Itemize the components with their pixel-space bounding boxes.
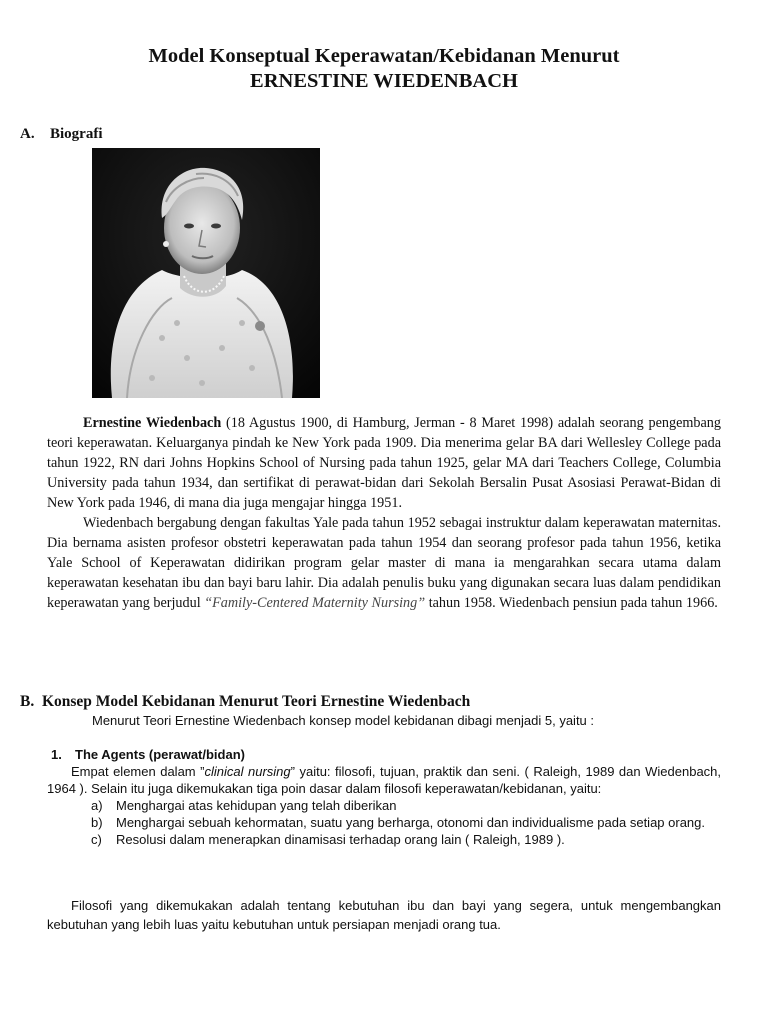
section-a-heading: [20, 126, 103, 143]
title-line-1: Model Konseptual Keperawatan/Kebidanan Menurut: [148, 45, 620, 67]
document-title: [0, 44, 768, 94]
agents-text-end: ” yaitu: filosofi, tujuan, praktik dan seni. ( Raleigh, 1989 dan Wiedenbach, 1964 ). Selain itu juga dikemukakan tiga poin dasar dalam filosofi keperawatan/kebidanan, yaitu:: [47, 764, 722, 796]
biography-paragraph-1: [47, 413, 721, 513]
subsection-1-heading: [51, 746, 721, 763]
section-b-number: B.: [20, 693, 35, 710]
book-title: “Family-Centered Maternity Nursing”: [204, 595, 426, 611]
list-item: [47, 797, 721, 814]
agents-text-start: Empat elemen dalam ”: [71, 764, 205, 779]
section-a-title: Biografi: [50, 126, 103, 142]
list-marker: c): [91, 832, 102, 847]
list-item-text: Menghargai atas kehidupan yang telah diberikan: [116, 798, 397, 813]
list-marker: b): [91, 815, 103, 830]
portrait-image: [92, 148, 320, 398]
list-item-text: Menghargai sebuah kehormatan, suatu yang berharga, otonomi dan individualisme pada setiap orang.: [116, 815, 705, 830]
biography-paragraph-2-end: tahun 1958. Wiedenbach pensiun pada tahun 1966.: [425, 595, 718, 611]
biography-paragraph-2-body: Wiedenbach bergabung dengan fakultas Yale pada tahun 1952 sebagai instruktur dalam keperawatan maternitas. Dia bernama asisten profesor obstetri keperawatan pada tahun 1954 dan seorang profesor pada tahun 1956, ketika Yale School of Keperawatan didirikan program gelar master di mana ia mengarahkan secara utama dalam keperawatan kesehatan ibu dan bayi baru lahir. Dia adalah penulis buku yang digunakan secara luas dalam pendidikan keperawatan yang berjudul: [47, 515, 721, 611]
section-a-number: A.: [20, 126, 35, 142]
agents-paragraph: [47, 763, 721, 797]
section-b-title: Konsep Model Kebidanan Menurut Teori Ernestine Wiedenbach: [41, 693, 471, 710]
list-marker: a): [91, 798, 103, 813]
portrait-photo: [92, 148, 320, 398]
closing-paragraph: Filosofi yang dikemukakan adalah tentang kebutuhan ibu dan bayi yang segera, untuk mengembangkan kebutuhan yang lebih luas yaitu kebutuhan untuk persiapan menjadi orang tua.: [47, 898, 721, 932]
biography-paragraph-1-body: (18 Agustus 1900, di Hamburg, Jerman - 8 Maret 1998) adalah seorang pengembang teori keperawatan. Keluarganya pindah ke New York pada 1909. Dia menerima gelar BA dari Wellesley College pada tahun 1922, RN dari Johns Hopkins School of Nursing pada tahun 1925, gelar MA dari Teachers College, Columbia University pada tahun 1934, dan sertifikat di perawat-bidan dari Sekolah Bersalin Pusat Asosiasi Perawat-Bidan di New York pada 1946, di mana dia juga mengajar hingga 1951.: [47, 415, 721, 511]
list-item: [47, 831, 721, 848]
list-item: [47, 814, 721, 831]
section-b-heading: [20, 693, 470, 711]
subject-name: Ernestine Wiedenbach: [83, 415, 222, 431]
biography-paragraph-2: [47, 513, 721, 613]
subsection-1-number: 1.: [51, 747, 62, 762]
philosophy-list: [47, 797, 721, 848]
subsection-1-title: The Agents (perawat/bidan): [75, 747, 245, 762]
list-item-text: Resolusi dalam menerapkan dinamisasi terhadap orang lain ( Raleigh, 1989 ).: [116, 832, 565, 847]
biography-text: [47, 413, 721, 613]
title-line-2: ERNESTINE WIEDENBACH: [250, 70, 518, 92]
section-b-intro: Menurut Teori Ernestine Wiedenbach konsep model kebidanan dibagi menjadi 5, yaitu :: [92, 713, 595, 728]
clinical-nursing-term: clinical nursing: [204, 764, 291, 779]
agents-subsection: [47, 746, 721, 848]
